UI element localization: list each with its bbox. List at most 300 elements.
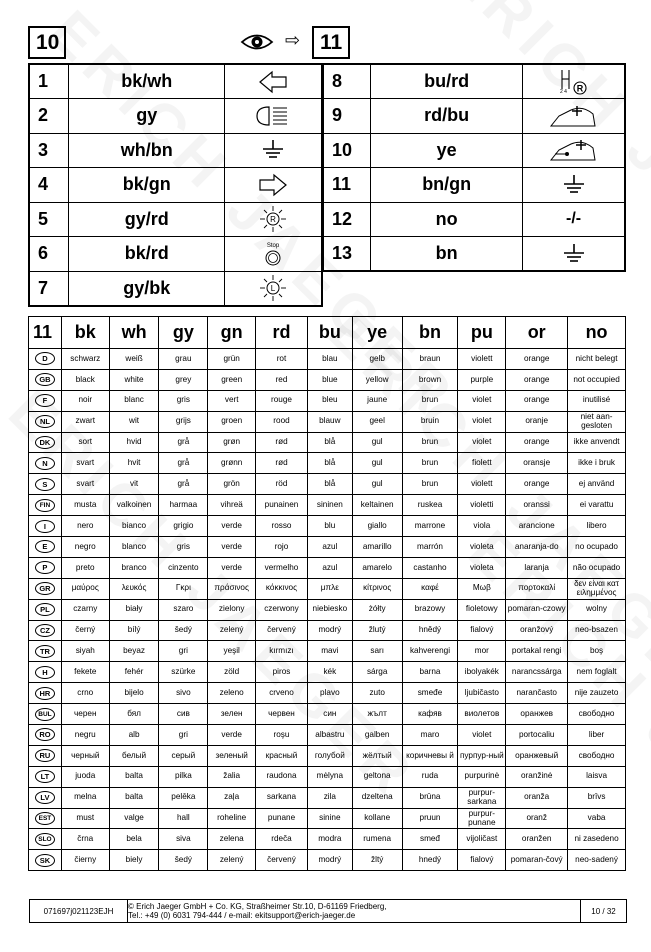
svg-text:L: L	[270, 284, 276, 293]
to-pin-box	[312, 26, 350, 59]
table-cell: oranssi	[506, 495, 568, 516]
table-cell: виолетов	[458, 704, 506, 725]
table-cell: зеленый	[208, 745, 256, 766]
table-cell: modra	[307, 829, 352, 850]
table-cell: rdeča	[256, 829, 308, 850]
table-cell: inutilisé	[568, 390, 626, 411]
table-cell: violett	[458, 474, 506, 495]
table-cell: brun	[402, 453, 458, 474]
table-cell: violet	[458, 725, 506, 746]
country-code-cell	[29, 641, 62, 662]
table-cell: sarı	[352, 641, 402, 662]
pin-row	[29, 237, 322, 272]
country-code-cell	[29, 808, 62, 829]
pin-row	[323, 237, 625, 272]
table-cell: czerwony	[256, 599, 308, 620]
table-cell: κόκκινος	[256, 578, 308, 599]
table-cell: sinine	[307, 808, 352, 829]
table-cell: rot	[256, 349, 308, 370]
table-cell: ei varattu	[568, 495, 626, 516]
pin-number: 9	[323, 99, 371, 134]
country-code-cell	[29, 432, 62, 453]
table-cell: rojo	[256, 537, 308, 558]
table-cell: hnedý	[402, 850, 458, 871]
table-cell: anaranja-do	[506, 537, 568, 558]
table-cell: ljubičasto	[458, 683, 506, 704]
country-code-cell	[29, 537, 62, 558]
country-badge: CZ	[35, 624, 55, 637]
table-cell: negru	[61, 725, 109, 746]
table-cell: brīvs	[568, 787, 626, 808]
country-badge: DK	[35, 436, 55, 449]
table-cell: smeđe	[402, 683, 458, 704]
table-cell: smeđ	[402, 829, 458, 850]
country-badge: SLO	[35, 833, 55, 846]
table-cell: roheline	[208, 808, 256, 829]
wire-color: wh/bn	[69, 133, 225, 168]
table-cell: grau	[159, 349, 208, 370]
table-cell: zelený	[208, 850, 256, 871]
pin-row	[323, 99, 625, 134]
table-cell: vaba	[568, 808, 626, 829]
table-cell: viola	[458, 516, 506, 537]
table-cell: črna	[61, 829, 109, 850]
svg-text:R: R	[270, 215, 276, 225]
table-cell: hvid	[109, 432, 159, 453]
table-row	[29, 432, 626, 453]
wire-color: gy/bk	[69, 271, 225, 306]
table-cell: grün	[208, 349, 256, 370]
table-cell: rosso	[256, 516, 308, 537]
table-cell: ruskea	[402, 495, 458, 516]
table-cell: orange	[506, 390, 568, 411]
table-cell: πράσινος	[208, 578, 256, 599]
pin-number: 2	[29, 99, 69, 134]
wire-color: bn/gn	[371, 168, 523, 203]
table-cell: šedý	[159, 620, 208, 641]
table-cell: czarny	[61, 599, 109, 620]
table-cell: vermelho	[256, 557, 308, 578]
table-cell: gri	[159, 725, 208, 746]
table-cell: rood	[256, 411, 308, 432]
table-cell: зелен	[208, 704, 256, 725]
table-cell: sininen	[307, 495, 352, 516]
country-badge: H	[35, 666, 55, 679]
table-cell: cinzento	[159, 557, 208, 578]
table-cell: fioletowy	[458, 599, 506, 620]
table-cell: amarelo	[352, 557, 402, 578]
table-cell: кафяв	[402, 704, 458, 725]
table-cell: zwart	[61, 411, 109, 432]
table-cell: balta	[109, 787, 159, 808]
table-cell: gri	[159, 641, 208, 662]
table-cell: červený	[256, 620, 308, 641]
table-cell: καφέ	[402, 578, 458, 599]
table-cell: punane	[256, 808, 308, 829]
table-cell: grå	[159, 432, 208, 453]
table-cell: коричневы й	[402, 745, 458, 766]
table-cell: пурпур-ный	[458, 745, 506, 766]
table-cell: niet aan-gesloten	[568, 411, 626, 432]
from-pin-box	[28, 26, 66, 59]
table-header-cell: bk	[61, 317, 109, 349]
table-cell: libero	[568, 516, 626, 537]
table-cell: biały	[109, 599, 159, 620]
table-cell: red	[256, 369, 308, 390]
table-cell: violett	[458, 349, 506, 370]
table-cell: plavo	[307, 683, 352, 704]
table-cell: groen	[208, 411, 256, 432]
table-cell: красный	[256, 745, 308, 766]
pin-number: 8	[323, 64, 371, 99]
table-cell: schwarz	[61, 349, 109, 370]
table-header-cell: gn	[208, 317, 256, 349]
table-cell: rouge	[256, 390, 308, 411]
table-cell: roşu	[256, 725, 308, 746]
table-cell: azul	[307, 537, 352, 558]
table-cell: nero	[61, 516, 109, 537]
table-cell: černý	[61, 620, 109, 641]
table-cell: gul	[352, 453, 402, 474]
table-cell: punainen	[256, 495, 308, 516]
table-cell: черный	[61, 745, 109, 766]
table-cell: valkoinen	[109, 495, 159, 516]
table-cell: balta	[109, 766, 159, 787]
table-cell: albastru	[307, 725, 352, 746]
table-row	[29, 662, 626, 683]
table-row	[29, 474, 626, 495]
table-cell: vijoličast	[458, 829, 506, 850]
table-cell: bruin	[402, 411, 458, 432]
table-cell: brown	[402, 369, 458, 390]
table-cell: preto	[61, 557, 109, 578]
table-cell: blue	[307, 369, 352, 390]
table-header-cell: or	[506, 317, 568, 349]
table-cell: grön	[208, 474, 256, 495]
table-cell: siyah	[61, 641, 109, 662]
table-cell: orange	[506, 369, 568, 390]
pin-table-left	[28, 63, 323, 307]
country-code-cell	[29, 495, 62, 516]
table-cell: negro	[61, 537, 109, 558]
table-cell: yeşil	[208, 641, 256, 662]
country-code-cell	[29, 766, 62, 787]
country-badge: BUL	[35, 708, 55, 721]
pin-number: 4	[29, 168, 69, 203]
table-cell: grijs	[159, 411, 208, 432]
table-cell: valge	[109, 808, 159, 829]
table-cell: ej använd	[568, 474, 626, 495]
table-cell: marrone	[402, 516, 458, 537]
table-cell: żółty	[352, 599, 402, 620]
reverse-gear-icon	[524, 67, 623, 97]
table-cell: beyaz	[109, 641, 159, 662]
pin-number: 10	[323, 133, 371, 168]
table-header-cell: bn	[402, 317, 458, 349]
table-cell: жёлтый	[352, 745, 402, 766]
table-cell: sárga	[352, 662, 402, 683]
table-cell: black	[61, 369, 109, 390]
table-cell: rumena	[352, 829, 402, 850]
left-turn-indicator-icon	[226, 70, 320, 94]
table-cell: син	[307, 704, 352, 725]
table-cell: bílý	[109, 620, 159, 641]
table-cell: maro	[402, 725, 458, 746]
table-cell: arancione	[506, 516, 568, 537]
table-cell: δεν είναι κατ ειλημμένος	[568, 578, 626, 599]
table-cell: zila	[307, 787, 352, 808]
to-pin-number: 11	[320, 30, 343, 54]
wire-color: gy	[69, 99, 225, 134]
table-cell: not occupied	[568, 369, 626, 390]
table-cell: kırmızı	[256, 641, 308, 662]
table-cell: zuto	[352, 683, 402, 704]
country-badge: P	[35, 561, 55, 574]
pin-row	[29, 133, 322, 168]
table-cell: kollane	[352, 808, 402, 829]
table-cell: Μωβ	[458, 578, 506, 599]
table-cell: rød	[256, 453, 308, 474]
table-cell: narančasto	[506, 683, 568, 704]
table-cell: fialový	[458, 850, 506, 871]
table-cell: violet	[458, 411, 506, 432]
table-cell: crno	[61, 683, 109, 704]
table-cell: fiolett	[458, 453, 506, 474]
table-cell: grå	[159, 474, 208, 495]
company-info	[128, 900, 608, 922]
table-cell: melna	[61, 787, 109, 808]
table-cell: must	[61, 808, 109, 829]
table-cell: nem foglalt	[568, 662, 626, 683]
table-cell: blanc	[109, 390, 159, 411]
table-cell: ikke i bruk	[568, 453, 626, 474]
power-plus-icon	[524, 102, 623, 130]
table-cell: gris	[159, 390, 208, 411]
table-cell: žltý	[352, 850, 402, 871]
table-header-cell: wh	[109, 317, 159, 349]
table-cell: modrý	[307, 620, 352, 641]
table-cell: šedý	[159, 850, 208, 871]
table-cell: červený	[256, 850, 308, 871]
table-cell: brun	[402, 474, 458, 495]
table-row	[29, 411, 626, 432]
table-cell: mėlyna	[307, 766, 352, 787]
table-cell: barna	[402, 662, 458, 683]
table-cell: μπλε	[307, 578, 352, 599]
table-cell: siva	[159, 829, 208, 850]
table-cell: blå	[307, 432, 352, 453]
footer	[29, 899, 627, 923]
table-cell: oransje	[506, 453, 568, 474]
table-cell: wit	[109, 411, 159, 432]
pin-number: 11	[323, 168, 371, 203]
table-cell: portakal rengi	[506, 641, 568, 662]
table-cell: svart	[61, 453, 109, 474]
table-cell: ni zasedeno	[568, 829, 626, 850]
country-badge: HR	[35, 687, 55, 700]
country-code-cell	[29, 599, 62, 620]
table-cell: verde	[208, 537, 256, 558]
table-row	[29, 683, 626, 704]
table-cell: oranžový	[506, 620, 568, 641]
table-cell: alb	[109, 725, 159, 746]
pin-row	[323, 202, 625, 237]
table-cell: žlutý	[352, 620, 402, 641]
table-cell: musta	[61, 495, 109, 516]
table-cell: oranje	[506, 411, 568, 432]
table-header-row	[29, 317, 626, 349]
table-cell: brazowy	[402, 599, 458, 620]
table-cell: blå	[307, 453, 352, 474]
table-cell: amarillo	[352, 537, 402, 558]
wire-color: no	[371, 202, 523, 237]
table-cell: оранжев	[506, 704, 568, 725]
country-badge: GR	[35, 582, 55, 595]
country-badge: TR	[35, 645, 55, 658]
table-cell: no ocupado	[568, 537, 626, 558]
table-cell: grøn	[208, 432, 256, 453]
table-cell: não ocupado	[568, 557, 626, 578]
table-cell: ibolyakék	[458, 662, 506, 683]
country-badge: S	[35, 478, 55, 491]
table-cell: blau	[307, 349, 352, 370]
country-code-cell	[29, 620, 62, 641]
table-cell: бял	[109, 704, 159, 725]
table-cell: neo-sadený	[568, 850, 626, 871]
ground-icon	[524, 173, 623, 197]
country-code-cell	[29, 662, 62, 683]
table-row	[29, 850, 626, 871]
pin-row	[323, 168, 625, 203]
table-cell: grigio	[159, 516, 208, 537]
pin-number: 7	[29, 271, 69, 306]
wire-color: gy/rd	[69, 202, 225, 237]
table-cell: λευκός	[109, 578, 159, 599]
table-cell: gelb	[352, 349, 402, 370]
table-cell: grey	[159, 369, 208, 390]
table-row	[29, 745, 626, 766]
country-badge: LT	[35, 770, 55, 783]
country-code-cell	[29, 829, 62, 850]
svg-text:R: R	[576, 83, 583, 93]
country-code-cell	[29, 453, 62, 474]
table-cell: boş	[568, 641, 626, 662]
country-badge: E	[35, 540, 55, 553]
table-row	[29, 787, 626, 808]
table-cell: vert	[208, 390, 256, 411]
from-pin-number: 10	[36, 30, 60, 54]
table-cell: белый	[109, 745, 159, 766]
country-code-cell	[29, 725, 62, 746]
table-cell: hnědý	[402, 620, 458, 641]
table-cell: verde	[208, 725, 256, 746]
table-cell: braun	[402, 349, 458, 370]
pin-row	[29, 202, 322, 237]
table-cell: žalia	[208, 766, 256, 787]
pin-number: 5	[29, 202, 69, 237]
table-cell: zaļa	[208, 787, 256, 808]
table-cell: laisva	[568, 766, 626, 787]
table-cell: violet	[458, 432, 506, 453]
table-cell: nicht belegt	[568, 349, 626, 370]
table-cell: white	[109, 369, 159, 390]
table-cell: pomaran-čový	[506, 850, 568, 871]
pin-row	[29, 64, 322, 99]
table-cell: pilka	[159, 766, 208, 787]
table-cell: bela	[109, 829, 159, 850]
table-cell: hvit	[109, 453, 159, 474]
table-header-cell: pu	[458, 317, 506, 349]
table-cell: oranža	[506, 787, 568, 808]
country-code-cell	[29, 850, 62, 871]
table-cell: sivo	[159, 683, 208, 704]
country-code-cell	[29, 390, 62, 411]
rear-lamp-right-icon	[226, 205, 320, 233]
table-cell: свободно	[568, 704, 626, 725]
table-cell: dzeltena	[352, 787, 402, 808]
table-header-cell: gy	[159, 317, 208, 349]
table-header-cell: bu	[307, 317, 352, 349]
table-cell: orange	[506, 432, 568, 453]
wire-color: bu/rd	[371, 64, 523, 99]
country-badge: I	[35, 520, 55, 533]
table-cell: niebiesko	[307, 599, 352, 620]
table-cell: weiß	[109, 349, 159, 370]
table-row	[29, 620, 626, 641]
table-header-cell: no	[568, 317, 626, 349]
table-cell: оранжевый	[506, 745, 568, 766]
table-cell: orange	[506, 349, 568, 370]
table-cell: szürke	[159, 662, 208, 683]
table-cell: ruda	[402, 766, 458, 787]
table-cell: azul	[307, 557, 352, 578]
pin-number: 6	[29, 237, 69, 272]
table-cell: μαύρος	[61, 578, 109, 599]
right-turn-indicator-icon	[226, 173, 320, 197]
table-cell: violeta	[458, 537, 506, 558]
table-row	[29, 516, 626, 537]
table-cell: yellow	[352, 369, 402, 390]
table-cell: zelena	[208, 829, 256, 850]
table-row	[29, 369, 626, 390]
table-cell: purpurinė	[458, 766, 506, 787]
pin-row	[29, 99, 322, 134]
country-badge: FIN	[35, 499, 55, 512]
table-cell: kék	[307, 662, 352, 683]
table-cell: verde	[208, 557, 256, 578]
wire-color: ye	[371, 133, 523, 168]
table-row	[29, 537, 626, 558]
table-row	[29, 390, 626, 411]
svg-text:2 4: 2 4	[559, 88, 567, 95]
country-badge: F	[35, 394, 55, 407]
table-cell: черен	[61, 704, 109, 725]
table-cell: laranja	[506, 557, 568, 578]
table-cell: vihreä	[208, 495, 256, 516]
table-cell: geltona	[352, 766, 402, 787]
table-cell: hall	[159, 808, 208, 829]
table-cell: violetti	[458, 495, 506, 516]
table-cell: jaune	[352, 390, 402, 411]
pin-number: 3	[29, 133, 69, 168]
company-address: © Erich Jaeger GmbH + Co. KG, Straßheimer Str.10, D-61169 Friedberg,	[128, 902, 387, 911]
table-row	[29, 725, 626, 746]
table-cell: sarkana	[256, 787, 308, 808]
country-badge: PL	[35, 603, 55, 616]
table-cell: vit	[109, 474, 159, 495]
table-row	[29, 766, 626, 787]
table-cell: crveno	[256, 683, 308, 704]
